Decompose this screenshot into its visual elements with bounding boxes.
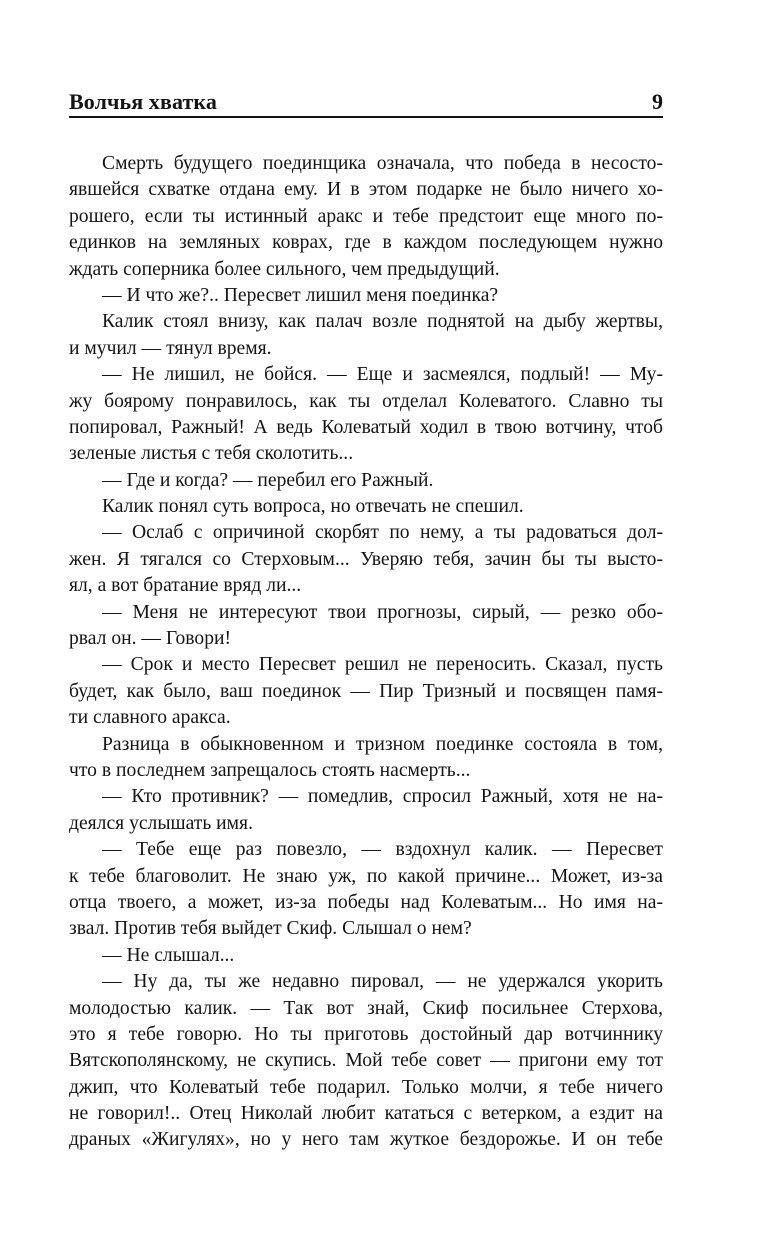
text-line: джип, что Колеватый тебе подарил. Только молчи, я тебе ничего [69,1076,663,1098]
text-line: жу боярому понравилось, как ты отделал Колеватого. Славно ты [69,390,663,412]
text-line: зеленые листья с тебя сколотить... [69,443,354,465]
text-line: ти славного аракса. [69,707,231,729]
text-line: — Не лишил, не бойся. — Еще и засмеялся, подлый! — Му- [102,364,663,386]
text-line: это я тебе говорю. Но ты приготовь достойный дар вотчиннику [69,1023,663,1045]
text-line: единков на земляных коврах, где в каждом последующем нужно [69,232,663,254]
text-line: — Ну да, ты же недавно пировал, — не удержался укорить [102,971,663,993]
text-line: — И что же?.. Пересвет лишил меня поединка? [102,284,499,306]
text-line: Калик понял суть вопроса, но отвечать не спешил. [102,496,524,518]
header-rule [69,116,663,118]
text-line: драных «Жигулях», но у него там жуткое бездорожье. И он тебе [69,1129,663,1151]
text-line: явшейся схватке отдана ему. И в этом подарке не было ничего хо- [69,179,663,201]
text-line: что в последнем запрещалось стоять насмерть... [69,759,471,781]
text-line: молодостью калик. — Так вот знай, Скиф посильнее Стерхова, [69,997,663,1019]
body-text [69,151,663,1154]
text-line: Смерть будущего поединщика означала, что победа в несосто- [102,153,663,174]
text-line: — Кто противник? — помедлив, спросил Ражный, хотя не на- [102,786,663,808]
text-line: — Тебе еще раз повезло, — вздохнул калик. — Пересвет [102,839,663,861]
text-line: — Не слышал... [102,944,235,966]
page-number: 9 [652,89,663,114]
text-line: рошего, если ты истинный аракс и тебе предстоит еще много по- [69,205,663,227]
text-line: не говорил!.. Отец Николай любит кататься с ветерком, а ездит на [69,1103,663,1125]
text-line: отца твоего, а может, из-за победы над Колеватым... Но имя на- [69,891,663,913]
text-line: и мучил — тянул время. [69,337,272,359]
text-line: Вятскополянскому, не скупись. Мой тебе совет — пригони ему тот [69,1050,663,1072]
text-line: деялся услышать имя. [69,812,253,834]
text-line: попировал, Ражный! А ведь Колеватый ходил в твою вотчину, чтоб [69,416,663,438]
running-head [69,88,663,116]
text-line: ял, а вот братание вряд ли... [69,575,302,597]
text-line: звал. Против тебя выйдет Скиф. Слышал о нем? [69,918,472,940]
text-line: — Где и когда? — перебил его Ражный. [102,469,434,491]
text-line: ждать соперника более сильного, чем предыдущий. [69,258,500,280]
text-line: будет, как было, ваш поединок — Пир Тризный и посвящен памя- [69,680,663,702]
text-line: рвал он. — Говори! [69,628,232,650]
text-line: Разница в обыкновенном и тризном поединке состояла в том, [102,733,663,755]
text-line: — Ослаб с опричиной скорбят по нему, а ты радоваться дол- [102,522,663,544]
text-line: — Меня не интересуют твои прогнозы, сирый, — резко обо- [102,601,663,623]
text-line: жен. Я тягался со Стерховым... Уверяю тебя, зачин бы ты высто- [69,548,663,570]
text-line: — Срок и место Пересвет решил не переносить. Сказал, пусть [102,654,663,676]
text-line: Калик стоял внизу, как палач возле поднятой на дыбу жертвы, [102,311,663,333]
running-title: Волчья хватка [69,89,217,114]
text-line: к тебе благоволит. Не знаю уж, по какой причине... Может, из-за [69,865,663,887]
